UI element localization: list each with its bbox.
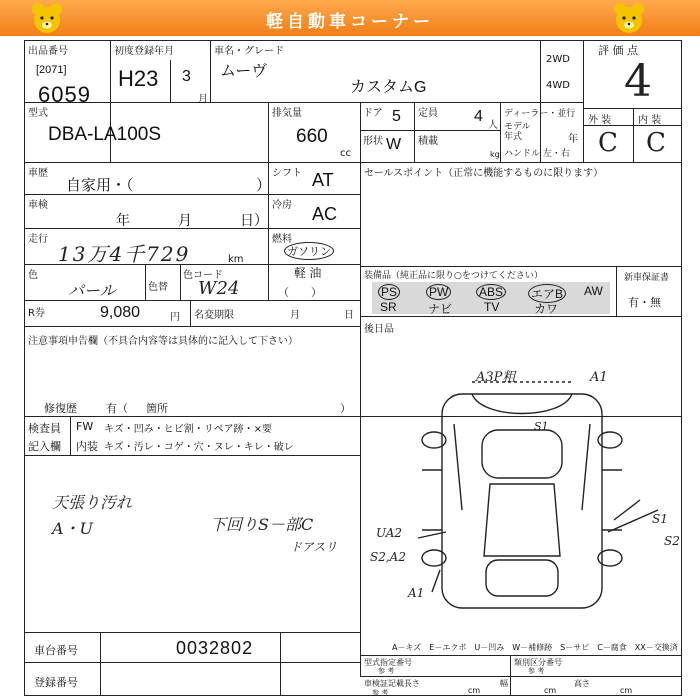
registration-year: H23	[118, 66, 159, 91]
model-year-unit: 年	[568, 134, 578, 145]
equipment-label: 装備品（純正品に限り○をつけてください）	[364, 271, 543, 281]
equip-airbag: エアB	[528, 284, 566, 303]
name-change-expiry: 名変期限	[194, 310, 234, 321]
new-warranty-value: 有・無	[628, 296, 661, 309]
aircon-value: AC	[312, 204, 338, 224]
vehicle-cert-label: 車検証記載	[364, 679, 404, 688]
doors-value: 5	[392, 108, 401, 125]
model-label: 型式	[28, 108, 48, 119]
equip-navi: ナビ	[428, 302, 453, 316]
aircon-label: 冷房	[272, 200, 292, 211]
color-change-label: 色替	[148, 282, 168, 293]
width-label: 幅	[500, 679, 508, 688]
diagram-a1-top: A1	[590, 370, 608, 385]
note-au: A・U	[52, 519, 94, 538]
capacity-unit: 人	[488, 120, 498, 131]
model-cert-label: 型式指定番号	[364, 658, 412, 667]
equip-sr: SR	[380, 300, 397, 314]
recycle-value: 9,080	[100, 304, 141, 321]
expiry-month-unit: 月	[290, 310, 300, 321]
note-underbody: 下回りS－部C	[210, 515, 314, 534]
chassis-number: 0032802	[176, 638, 254, 658]
fuel-other: （ ）	[278, 287, 322, 299]
entry-label: 記入欄	[28, 440, 61, 453]
interior-score: C	[646, 128, 666, 158]
color-label: 色	[28, 270, 38, 281]
length-unit: cm	[468, 686, 481, 695]
interior-label: 内 装	[638, 115, 662, 126]
later-items-label: 後日品	[364, 324, 394, 335]
history-label: 車歴	[28, 168, 48, 179]
drive-4wd: 4WD	[546, 80, 570, 91]
recycle-label: R券	[28, 308, 45, 319]
history-value: 自家用・（	[66, 177, 134, 194]
class-ref: 参 考	[528, 667, 545, 675]
repair-label: 修復歴	[44, 402, 77, 415]
lot-label: 出品番号	[28, 46, 68, 57]
load-unit: kg	[490, 150, 500, 159]
length-label: 長さ	[404, 679, 420, 688]
displacement-value: 660	[296, 126, 328, 147]
interior-inspect-label: 内装	[76, 440, 98, 453]
diagram-s1-right: S1	[652, 512, 668, 526]
damage-legend: A－キズ E－エクボ U－凹み W－補修跡 S－サビ C－腐食 XX－交換済	[392, 643, 678, 652]
color-code: W24	[198, 278, 240, 299]
registration-month: 3	[182, 68, 191, 85]
handle-label: ハンドル 左・右	[504, 149, 570, 159]
inspector-label: 検査員	[28, 422, 61, 435]
color-value: パール	[68, 281, 116, 300]
equip-leather: カワ	[534, 302, 559, 316]
registration-label: 初度登録年月	[114, 46, 174, 57]
shift-value: AT	[312, 170, 334, 190]
mileage-unit: km	[228, 254, 244, 265]
notes-label: 注意事項申告欄（不具合内容等は具体的に記入して下さい）	[28, 336, 298, 347]
height-label: 高さ	[574, 679, 590, 688]
fw-label: FW	[76, 420, 94, 433]
repair-unit: 箇所	[146, 402, 168, 415]
fw-items: キズ・凹み・ヒビ割・リペア跡・×要	[104, 424, 272, 435]
width-unit: cm	[544, 686, 557, 695]
fuel-label: 燃料	[272, 234, 292, 245]
exterior-score: C	[598, 128, 618, 158]
model-year-label: モデル 年式	[504, 122, 531, 142]
dealer-label: ディーラー・並行	[504, 109, 576, 119]
lot-sub: [2071]	[36, 64, 67, 76]
drive-2wd: 2WD	[546, 54, 570, 65]
diagram-s2-right: S2	[664, 534, 680, 548]
shape-label: 形状	[363, 136, 383, 147]
displacement-unit: cc	[340, 148, 351, 159]
recycle-unit: 円	[170, 312, 180, 323]
equip-tv: TV	[484, 300, 500, 314]
diagram-ua2: UA2	[376, 526, 403, 540]
capacity-label: 定員	[418, 108, 438, 119]
vehicle-cert-ref: 参 考	[372, 689, 389, 697]
sales-point-label: セールスポイント（正常に機能するものに限ります）	[364, 168, 604, 179]
class-label: 類別区分番号	[514, 658, 562, 667]
note-headliner: 天張り汚れ	[52, 493, 133, 512]
interior-items: キズ・汚レ・コゲ・穴・ヌレ・キレ・破レ	[104, 442, 294, 453]
header-title: 軽自動車コーナー	[266, 12, 434, 32]
fuel-diesel: 軽 油	[294, 266, 322, 280]
note-door: ドアスリ	[290, 540, 338, 554]
repair-close: ）	[340, 402, 351, 415]
registration-month-unit: 月	[198, 94, 208, 105]
score-value: 4	[624, 56, 652, 107]
doors-label: ドア	[363, 108, 383, 119]
history-close: ）	[256, 177, 272, 194]
new-warranty-label: 新車保証書	[624, 273, 670, 283]
mileage-label: 走行	[28, 234, 48, 245]
plate-label: 登録番号	[34, 676, 78, 689]
diagram-s2a2: S2,A2	[370, 550, 406, 564]
equip-ps: PS	[378, 284, 400, 300]
car-name: ムーヴ	[220, 63, 268, 80]
car-grade: カスタムG	[350, 79, 427, 96]
shift-label: シフト	[272, 168, 302, 179]
lot-number: 6059	[38, 82, 91, 107]
mileage-value: 13万4千729	[58, 242, 191, 266]
capacity-value: 4	[474, 108, 483, 125]
equip-pw: PW	[426, 284, 451, 300]
color-code-label: 色コード	[183, 270, 223, 281]
inspection-day-unit: 日）	[240, 212, 268, 228]
fuel-gasoline: ガソリン	[284, 242, 334, 260]
chassis-label: 車台番号	[34, 644, 78, 657]
inspection-month-unit: 月	[178, 212, 192, 228]
model-value: DBA-LA100S	[48, 124, 162, 145]
repair-value: 有（	[106, 402, 128, 415]
height-unit: cm	[620, 686, 633, 695]
exterior-label: 外 装	[588, 115, 612, 126]
model-cert-ref: 参 考	[378, 667, 395, 675]
diagram-s1-center: S1	[534, 420, 549, 433]
equip-aw: AW	[584, 284, 603, 298]
diagram-a1-bottom: A1	[408, 586, 425, 600]
shape-value: W	[386, 136, 402, 153]
car-name-label: 車名・グレード	[214, 46, 284, 57]
load-label: 積載	[418, 136, 438, 147]
diagram-a3-top: A3P粗	[476, 370, 516, 385]
equip-abs: ABS	[476, 284, 506, 300]
expiry-day-unit: 日	[344, 310, 354, 321]
displacement-label: 排気量	[272, 108, 302, 119]
inspection-year-unit: 年	[116, 212, 130, 228]
inspection-label: 車検	[28, 200, 48, 211]
score-label: 評 価 点	[598, 44, 638, 57]
